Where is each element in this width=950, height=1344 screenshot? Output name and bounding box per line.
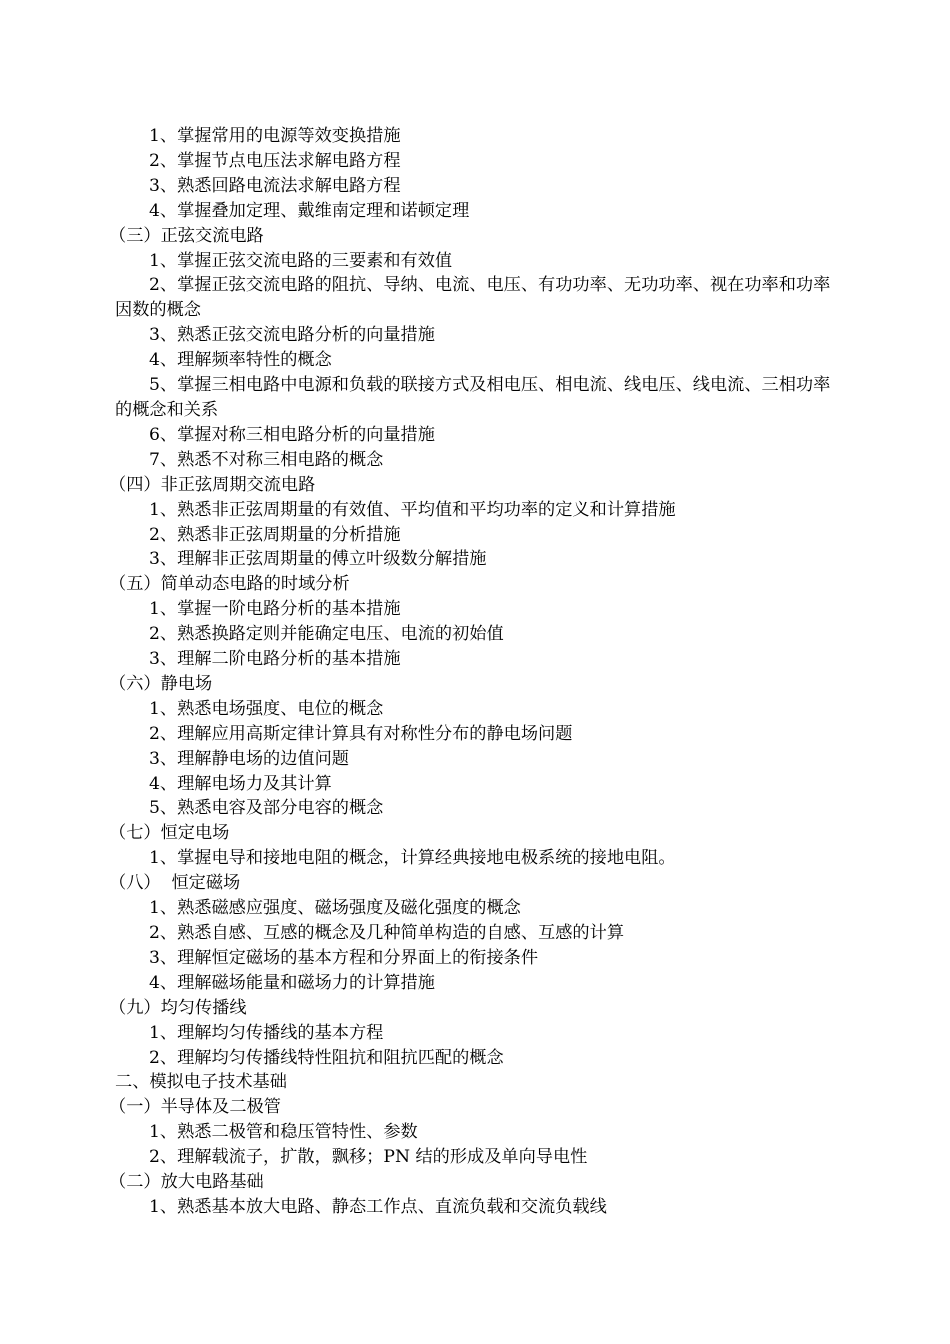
document-body (109, 124, 845, 1220)
section-heading: （九）均匀传播线 (109, 997, 247, 1018)
list-item: 6、掌握对称三相电路分析的向量措施 (149, 424, 435, 445)
list-item: 1、掌握常用的电源等效变换措施 (149, 126, 401, 146)
section-heading: （一）半导体及二极管 (109, 1097, 281, 1118)
section-heading: （八） 恒定磁场 (109, 873, 241, 894)
list-item: 3、熟悉正弦交流电路分析的向量措施 (149, 325, 435, 346)
list-item: 3、理解二阶电路分析的基本措施 (149, 649, 401, 670)
list-item: 1、理解均匀传播线的基本方程 (149, 1022, 384, 1043)
list-item: 2、熟悉换路定则并能确定电压、电流的初始值 (149, 624, 504, 645)
list-item: 2、理解均匀传播线特性阻抗和阻抗匹配的概念 (149, 1047, 504, 1068)
list-item: 3、理解非正弦周期量的傅立叶级数分解措施 (149, 549, 487, 570)
list-item: 7、熟悉不对称三相电路的概念 (149, 449, 384, 470)
list-item: 4、理解磁场能量和磁场力的计算措施 (149, 972, 435, 993)
section-heading: （三）正弦交流电路 (109, 225, 264, 246)
list-item: 1、熟悉非正弦周期量的有效值、平均值和平均功率的定义和计算措施 (149, 499, 676, 520)
section-heading: （七）恒定电场 (109, 823, 230, 844)
chapter-heading: 二、模拟电子技术基础 (115, 1072, 287, 1093)
list-item: 2、掌握正弦交流电路的阻抗、导纳、电流、电压、有功功率、无功功率、视在功率和功率因数的概念 (115, 275, 831, 321)
list-item: 2、熟悉非正弦周期量的分析措施 (149, 524, 401, 545)
list-item: 1、熟悉磁感应强度、磁场强度及磁化强度的概念 (149, 898, 521, 919)
list-item: 3、理解静电场的边值问题 (149, 748, 349, 769)
list-item: 4、理解电场力及其计算 (149, 773, 332, 794)
section-heading: （四）非正弦周期交流电路 (109, 474, 316, 495)
section-heading: （六）静电场 (109, 673, 213, 694)
list-item: 4、掌握叠加定理、戴维南定理和诺顿定理 (149, 200, 470, 221)
list-item: 4、理解频率特性的概念 (149, 350, 332, 371)
list-item: 3、熟悉回路电流法求解电路方程 (149, 175, 401, 196)
list-item: 5、掌握三相电路中电源和负载的联接方式及相电压、相电流、线电压、线电流、三相功率的概念和关系 (115, 375, 831, 420)
list-item: 2、掌握节点电压法求解电路方程 (149, 150, 401, 171)
list-item: 1、熟悉基本放大电路、静态工作点、直流负载和交流负载线 (149, 1196, 607, 1217)
list-item: 2、熟悉自感、互感的概念及几种简单构造的自感、互感的计算 (149, 923, 625, 943)
section-heading: （五）简单动态电路的时域分析 (109, 574, 350, 595)
list-item: 1、熟悉二极管和稳压管特性、参数 (149, 1122, 418, 1143)
list-item: 2、理解载流子，扩散，飘移；PN 结的形成及单向导电性 (149, 1147, 588, 1168)
list-item: 1、熟悉电场强度、电位的概念 (149, 698, 384, 719)
section-heading: （二）放大电路基础 (109, 1172, 264, 1193)
list-item: 1、掌握电导和接地电阻的概念，计算经典接地电极系统的接地电阻。 (149, 848, 676, 869)
list-item: 2、理解应用高斯定律计算具有对称性分布的静电场问题 (149, 723, 573, 744)
list-item: 3、理解恒定磁场的基本方程和分界面上的衔接条件 (149, 947, 539, 968)
list-item: 1、掌握一阶电路分析的基本措施 (149, 599, 401, 620)
list-item: 5、熟悉电容及部分电容的概念 (149, 798, 384, 819)
list-item: 1、掌握正弦交流电路的三要素和有效值 (149, 250, 453, 271)
